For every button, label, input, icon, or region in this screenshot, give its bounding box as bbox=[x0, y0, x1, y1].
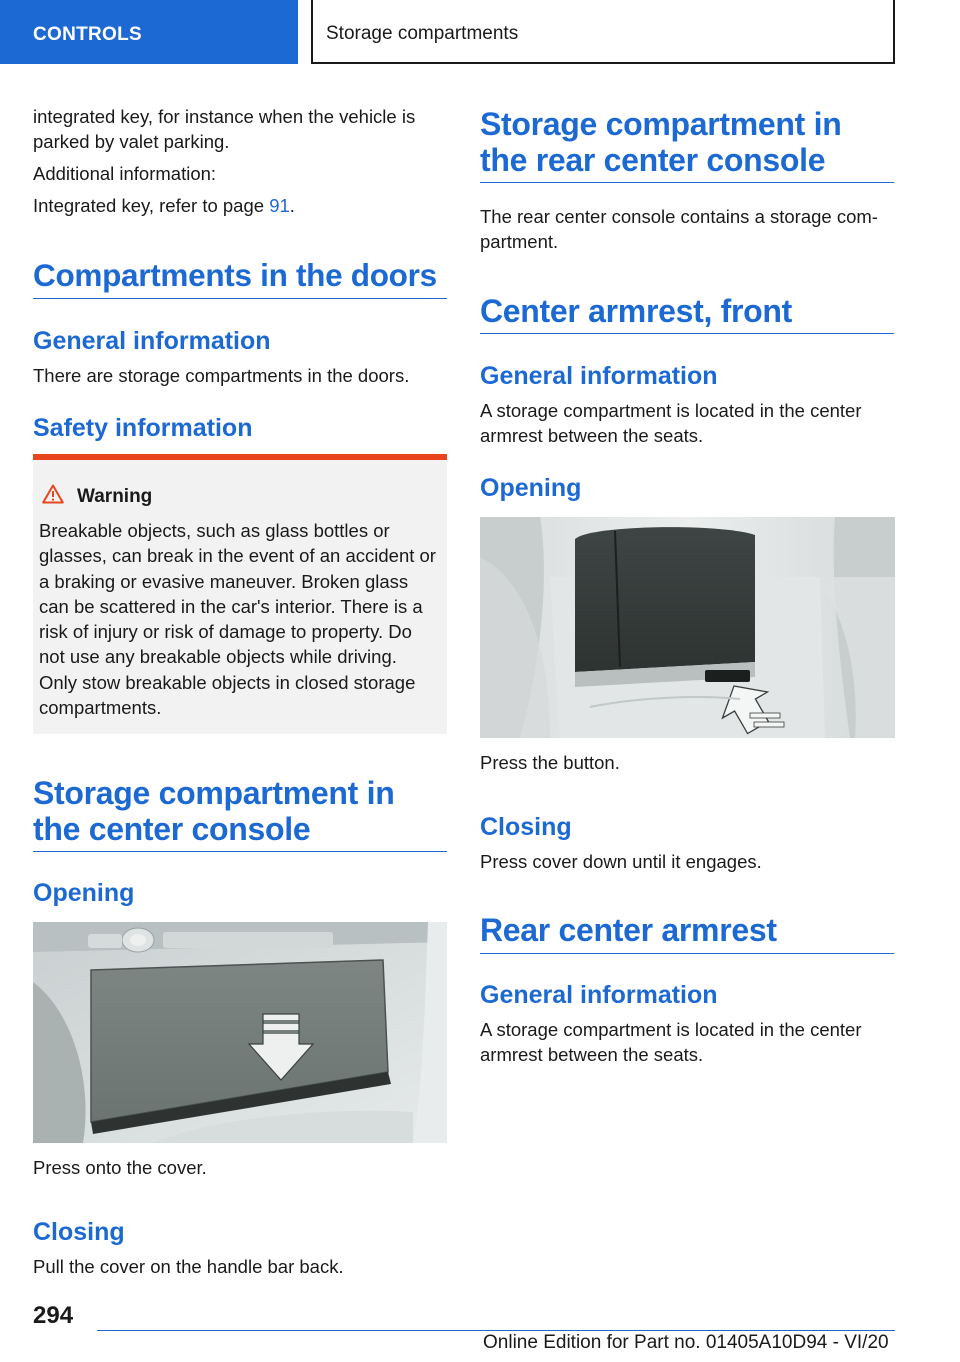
rear-armrest-general-heading: General information bbox=[480, 981, 718, 1009]
integrated-key-text: Integrated key, refer to page bbox=[33, 195, 270, 216]
rear-armrest-heading: Rear center armrest bbox=[480, 912, 777, 948]
integrated-key-reference bbox=[33, 193, 447, 218]
chapter-title: Storage compartments bbox=[326, 23, 519, 44]
armrest-general-text: A storage compartment is located in the center armrest between the seats. bbox=[480, 400, 862, 446]
intro-line-2: parked by valet parking. bbox=[33, 131, 230, 152]
rear-heading-rule bbox=[480, 182, 894, 183]
additional-info-label: Additional information: bbox=[33, 163, 217, 184]
center-heading-line-2: the center console bbox=[33, 811, 311, 847]
rear-armrest-general-text: A storage compartment is located in the center armrest between the seats. bbox=[480, 1019, 862, 1065]
warning-box bbox=[33, 454, 447, 734]
center-heading-rule bbox=[33, 851, 447, 852]
center-heading-line-1: Storage compartment in bbox=[33, 775, 395, 811]
rear-heading-line-1: Storage compartment in bbox=[480, 106, 842, 142]
armrest-photo bbox=[480, 517, 895, 738]
armrest-front-heading: Center armrest, front bbox=[480, 293, 792, 329]
armrest-general-heading: General information bbox=[480, 362, 718, 390]
intro-line-1: integrated key, for instance when the vehicle is bbox=[33, 106, 416, 127]
section-tab bbox=[0, 0, 298, 64]
armrest-opening-caption: Press the button. bbox=[480, 752, 620, 773]
page-number: 294 bbox=[33, 1302, 74, 1329]
center-closing-text: Pull the cover on the handle bar back. bbox=[33, 1256, 344, 1277]
armrest-closing-text: Press cover down until it engages. bbox=[480, 851, 762, 872]
rear-console-text: The rear center console contains a storage com‐ partment. bbox=[480, 206, 878, 252]
armrest-closing-heading: Closing bbox=[480, 813, 572, 841]
page-link[interactable]: 91 bbox=[269, 195, 290, 216]
doors-heading: Compartments in the doors bbox=[33, 257, 437, 293]
rear-armrest-rule bbox=[480, 953, 894, 954]
center-closing-heading: Closing bbox=[33, 1218, 125, 1246]
warning-text: Breakable objects, such as glass bottles or glasses, can break in the event of an accident or a braking or evasive maneuver. Broken glass can be scattered in the car's interior. There is a risk of injury or risk of damage to property. Do not use any breakable objects while driving. Only stow breakable objects in closed storage compartments. bbox=[39, 520, 436, 719]
center-opening-caption: Press onto the cover. bbox=[33, 1157, 207, 1178]
doors-heading-rule bbox=[33, 298, 447, 299]
warning-triangle-icon bbox=[42, 484, 64, 504]
footer-edition: Online Edition for Part no. 01405A10D94 - VI/20 bbox=[483, 1332, 889, 1353]
warning-title: Warning bbox=[77, 486, 153, 507]
doors-general-heading: General information bbox=[33, 327, 271, 355]
rear-heading-line-2: the rear center console bbox=[480, 142, 826, 178]
center-console-heading bbox=[33, 775, 447, 847]
chapter-title-box bbox=[311, 0, 895, 64]
section-label: CONTROLS bbox=[33, 24, 143, 45]
armrest-opening-heading: Opening bbox=[480, 474, 582, 502]
center-console-photo bbox=[33, 922, 447, 1143]
armrest-front-rule bbox=[480, 333, 894, 334]
rear-console-heading bbox=[480, 106, 894, 178]
footer-rule bbox=[97, 1330, 895, 1331]
doors-general-text: There are storage compartments in the doors. bbox=[33, 365, 410, 386]
reference-end: . bbox=[289, 195, 295, 216]
safety-heading: Safety information bbox=[33, 414, 253, 442]
center-opening-heading: Opening bbox=[33, 879, 135, 907]
